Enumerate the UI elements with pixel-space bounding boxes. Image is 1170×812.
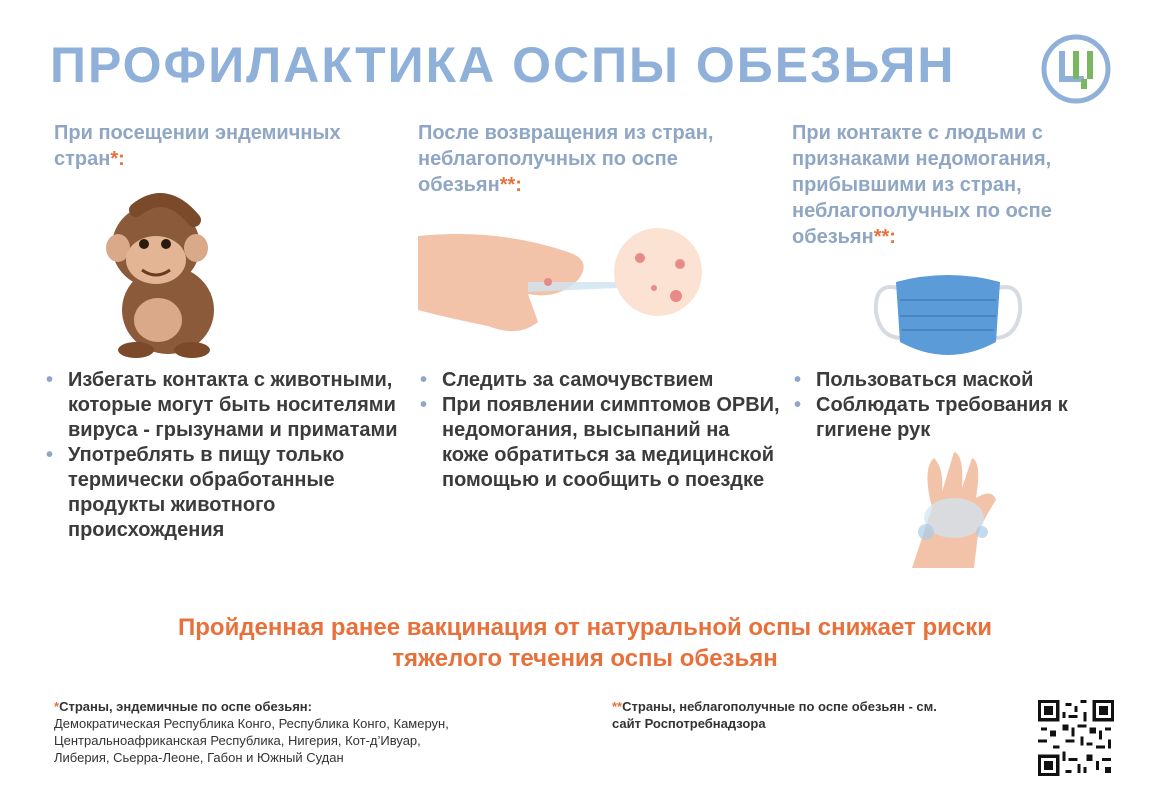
page-title: ПРОФИЛАКТИКА ОСПЫ ОБЕЗЬЯН — [50, 37, 956, 93]
monkey-illustration — [96, 190, 231, 360]
vaccination-notice — [0, 612, 1170, 674]
footnote-unfavorable: **Страны, неблагополучные по оспе обезьян - см. сайт Роспотребнадзора — [612, 699, 937, 731]
column-2-bullets — [420, 368, 780, 493]
list-item: • Пользоваться маской — [794, 368, 1114, 393]
column-heading-return: После возвращения из стран, неблагополучных по оспе обезьян**: — [418, 122, 714, 196]
face-mask-illustration — [868, 268, 1028, 366]
notice-line-2: тяжелого течения оспы обезьян — [392, 645, 778, 672]
list-item: • Избегать контакта с животными, которые могут быть носителями вируса - грызунами и приматами — [46, 368, 406, 443]
column-heading-contact: При контакте с людьми с признаками недомогания, прибывшими из стран, неблагополучных по оспе обезьян**: — [792, 122, 1052, 248]
logo — [1040, 33, 1112, 105]
footnote-endemic: *Страны, эндемичные по оспе обезьян: Демократическая Республика Конго, Республика Конго, Камерун, Центральноафриканская Республика, Нигерия, Кот-д’Ивуар, Либерия, Сьерра-Леоне, Габон и Южный Судан — [54, 699, 449, 765]
column-heading-endemic: При посещении эндемичных стран*: — [54, 122, 341, 170]
notice-line-1: Пройденная ранее вакцинация от натуральной оспы снижает риски — [178, 614, 992, 641]
column-3-bullets — [794, 368, 1114, 443]
list-item: • Употреблять в пищу только термически обработанные продукты животного происхождения — [46, 443, 406, 543]
qr-code[interactable] — [1038, 700, 1114, 776]
list-item: • Соблюдать требования к гигиене рук — [794, 393, 1114, 443]
skin-rash-illustration — [418, 222, 718, 342]
list-item: • При появлении симптомов ОРВИ, недомогания, высыпаний на коже обратиться за медицинской помощью и сообщить о поездке — [420, 393, 780, 493]
hand-washing-illustration — [892, 448, 1004, 572]
list-item: • Следить за самочувствием — [420, 368, 780, 393]
column-1-bullets — [46, 368, 406, 543]
